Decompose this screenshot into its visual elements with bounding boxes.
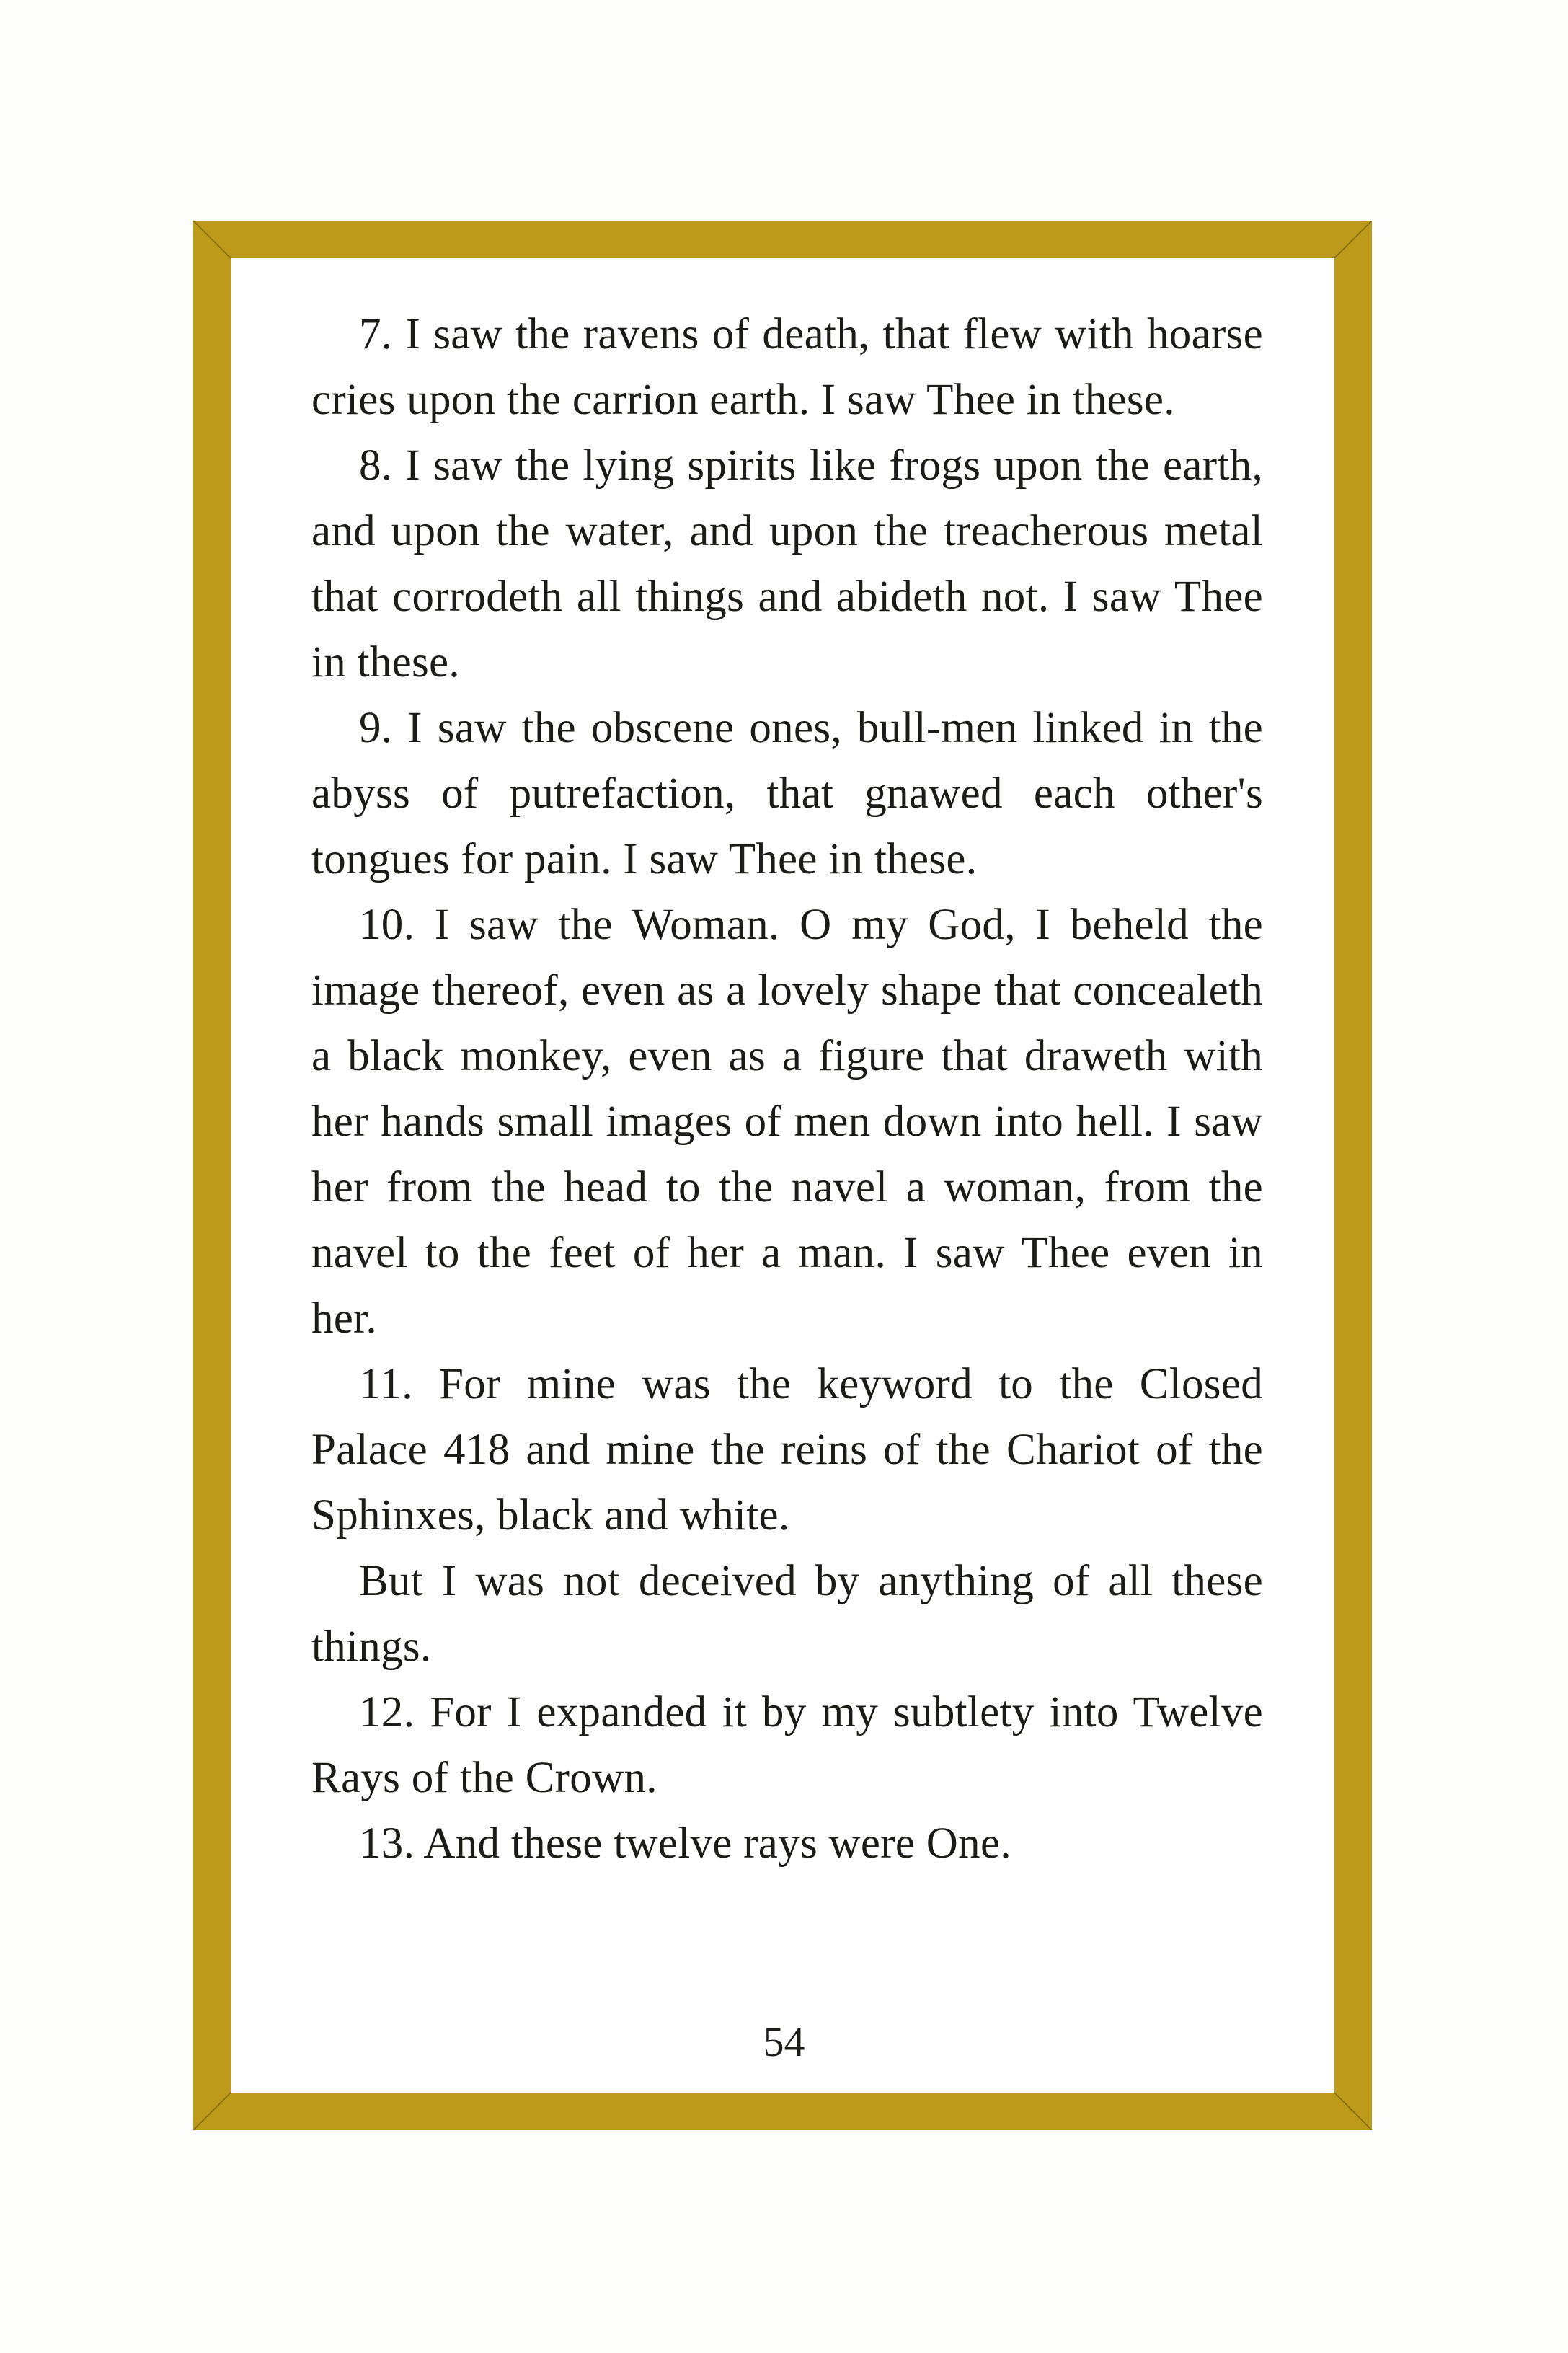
paragraph-verse-8: 8. I saw the lying spirits like frogs upon the earth, and upon the water, and upon the treacherous metal that corrodeth all things and abideth not. I saw Thee in these. xyxy=(311,441,1263,687)
verse-text xyxy=(311,301,1263,1876)
paragraph-verse-13: 13. And these twelve rays were One. xyxy=(359,1819,1011,1868)
paragraph-verse-11: 11. For mine was the keyword to the Closed Palace 418 and mine the reins of the Chariot of the Sphinxes, black and white. xyxy=(311,1360,1263,1540)
paragraph-verse-12: 12. For I expanded it by my subtlety into Twelve Rays of the Crown. xyxy=(311,1688,1263,1802)
paragraph-continuation: But I was not deceived by anything of all these things. xyxy=(311,1557,1263,1671)
paragraph-verse-9: 9. I saw the obscene ones, bull-men linked in the abyss of putrefaction, that gnawed each other's tongues for pain. I saw Thee in these. xyxy=(311,704,1263,883)
paragraph-verse-10: 10. I saw the Woman. O my God, I beheld the image thereof, even as a lovely shape that concealeth a black monkey, even as a figure that draweth with her hands small images of men down into hell. I saw her from the head to the navel a woman, from the navel to the feet of her a man. I saw Thee even in her. xyxy=(311,901,1263,1343)
paragraph-verse-7: 7. I saw the ravens of death, that flew with hoarse cries upon the carrion earth. I saw Thee in these. xyxy=(311,310,1263,424)
page-number: 54 xyxy=(763,2018,805,2065)
